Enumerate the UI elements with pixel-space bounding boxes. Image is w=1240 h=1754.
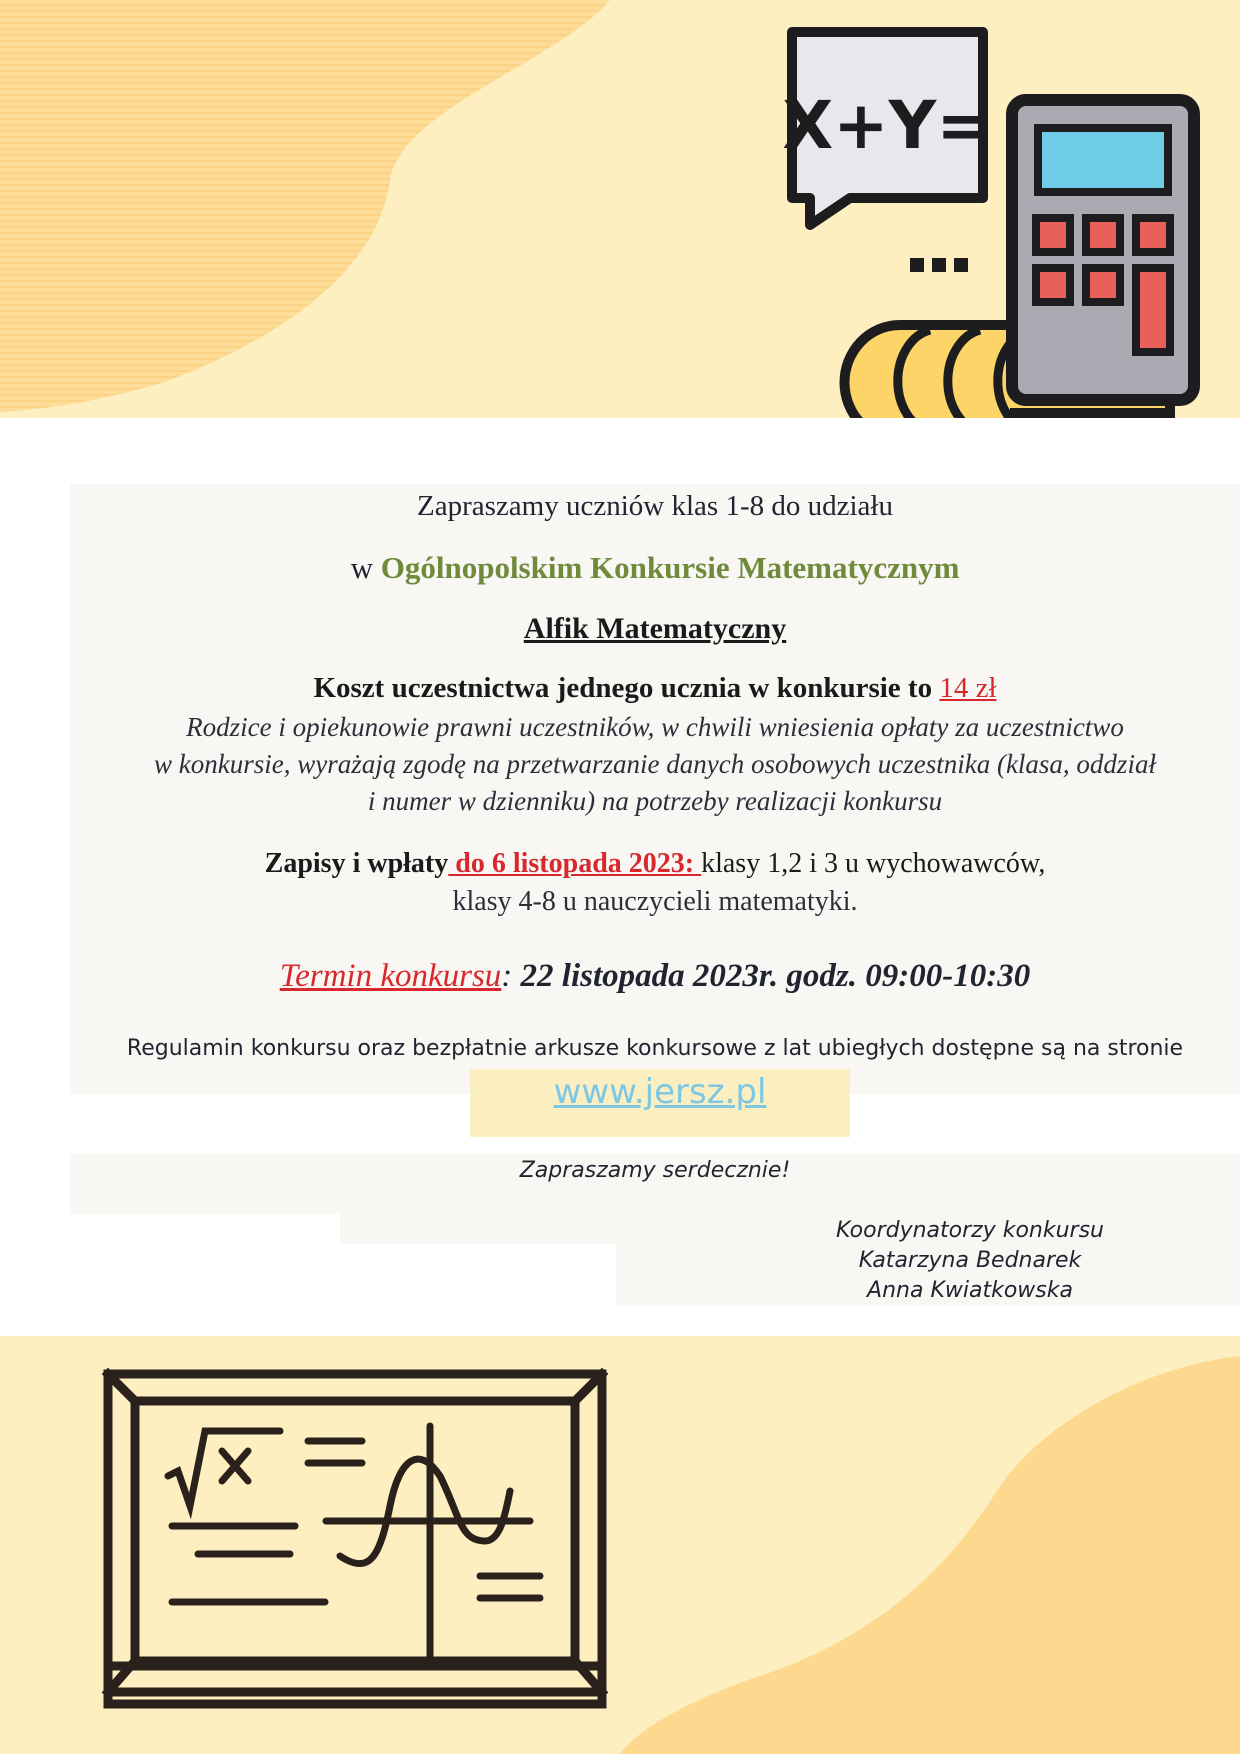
term-line (40, 958, 1240, 995)
consent-line-2: w konkursie, wyrażają zgodę na przetwarzanie danych osobowych uczestnika (klasa, oddział (154, 749, 1156, 779)
calculator-book-illustration (780, 20, 1220, 418)
math-formulas-icon (168, 1426, 540, 1656)
website-link[interactable]: www.jersz.pl (553, 1072, 767, 1112)
speech-bubble-icon (782, 32, 991, 225)
contest-name-line (40, 612, 1240, 646)
cost-amount: 14 zł (939, 672, 997, 704)
chalkboard-frame (108, 1374, 602, 1692)
speech-bubble-text: X+Y= (782, 87, 992, 164)
term-label: Termin konkursu (279, 958, 502, 994)
registration-grades-4-8: klasy 4-8 u nauczycieli matematyki. (452, 886, 858, 917)
registration-line (40, 848, 1240, 880)
term-date: 22 listopada 2023r. godz. 09:00-10:30 (512, 958, 1031, 994)
registration-grades-1-3: klasy 1,2 i 3 u wychowawców, (701, 848, 1046, 879)
coordinator-1: Katarzyna Bednarek (858, 1248, 1082, 1273)
coordinator-2: Anna Kwiatkowska (867, 1278, 1073, 1303)
registration-deadline: do 6 listopada 2023: (448, 848, 702, 879)
consent-line-1: Rodzice i opiekunowie prawni uczestników, w chwili wniesienia opłaty za uczestnictwo (186, 712, 1124, 742)
bottom-decorative-band (0, 1336, 1240, 1754)
contest-line (40, 550, 1240, 586)
contest-name: Alfik Matematyczny (523, 612, 787, 645)
consent-line-3: i numer w dzienniku) na potrzeby realizacji konkursu (367, 786, 943, 816)
invitation-line: Zapraszamy uczniów klas 1-8 do udziału (417, 490, 893, 522)
calculator-icon (1012, 100, 1194, 400)
term-separator: : (501, 958, 513, 994)
top-decorative-band (0, 0, 1240, 418)
rules-text: Regulamin konkursu oraz bezpłatnie arkusze konkursowe z lat ubiegłych dostępne są na stronie (126, 1036, 1184, 1061)
cost-label: Koszt uczestnictwa jednego ucznia w konkursie to (313, 672, 940, 704)
closing-thanks: Zapraszamy serdecznie! (519, 1158, 791, 1183)
chalkboard-illustration (100, 1366, 610, 1736)
ellipsis-icon (910, 258, 968, 272)
contest-prefix: w (350, 550, 381, 585)
contest-title: Ogólnopolskim Konkursie Matematycznym (380, 550, 960, 585)
registration-label: Zapisy i wpłaty (264, 848, 449, 879)
coordinators-title: Koordynatorzy konkursu (836, 1218, 1104, 1243)
cost-line (40, 672, 1240, 705)
